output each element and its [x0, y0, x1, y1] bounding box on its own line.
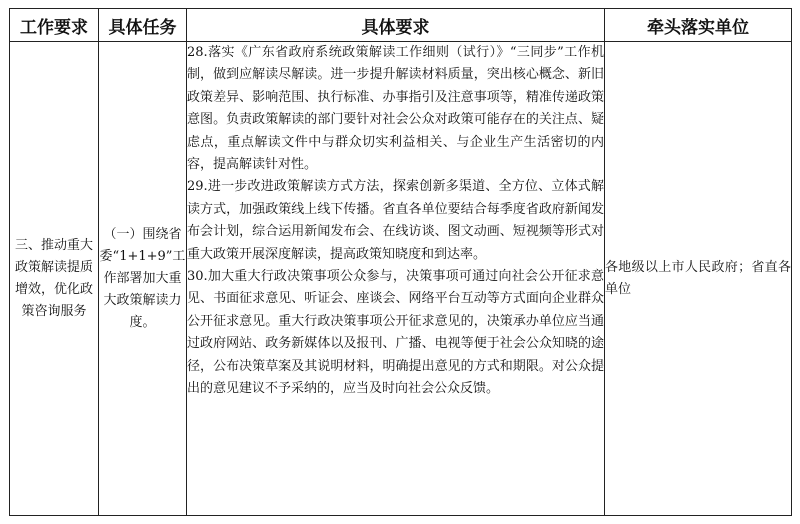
cell-requirements	[187, 42, 605, 516]
header-requirements: 具体要求	[187, 9, 605, 42]
header-responsible-unit: 牵头落实单位	[605, 9, 792, 42]
cell-work-requirement: 三、推动重大政策解读提质增效，优化政策咨询服务	[10, 42, 99, 516]
cell-task: （一）围绕省委“1+1+9”工作部署加大重大政策解读力度。	[99, 42, 187, 516]
requirement-item-29: 29.进一步改进政策解读方式方法，探索创新多渠道、全方位、立体式解读方式，加强政策线上线下传播。省直各单位要结合每季度省政府新闻发布会计划，综合运用新闻发布会、在线访谈、图文动画、短视频等形式对重大政策开展深度解读，提高政策知晓度和到达率。	[187, 179, 604, 262]
cell-responsible-unit: 各地级以上市人民政府；省直各单位	[605, 42, 792, 516]
table-row	[10, 42, 792, 516]
work-table	[9, 8, 792, 516]
requirement-item-30: 30.加大重大行政决策事项公众参与，决策事项可通过向社会公开征求意见、书面征求意见、听证会、座谈会、网络平台互动等方式面向企业群众公开征求意见。重大行政决策事项公开征求意见的，决策承办单位应当通过政府网站、政务新媒体以及报刊、广播、电视等便于社会公众知晓的途径，公布决策草案及其说明材料，明确提出意见的方式和期限。对公众提出的意见建议不予采纳的，应当及时向社会公众反馈。	[187, 269, 604, 397]
table-header-row	[10, 9, 792, 42]
header-work-requirement: 工作要求	[10, 9, 99, 42]
requirement-item-28: 28.落实《广东省政府系统政策解读工作细则（试行）》“三同步”工作机制，做到应解读尽解读。进一步提升解读材料质量，突出核心概念、新旧政策差异、影响范围、执行标准、办事指引及注意事项等，精准传递政策意图。负责政策解读的部门要针对社会公众对政策可能存在的关注点、疑虑点，重点解读文件中与群众切实利益相关、与企业生产生活密切的内容，提高解读针对性。	[187, 45, 604, 173]
header-task: 具体任务	[99, 9, 187, 42]
